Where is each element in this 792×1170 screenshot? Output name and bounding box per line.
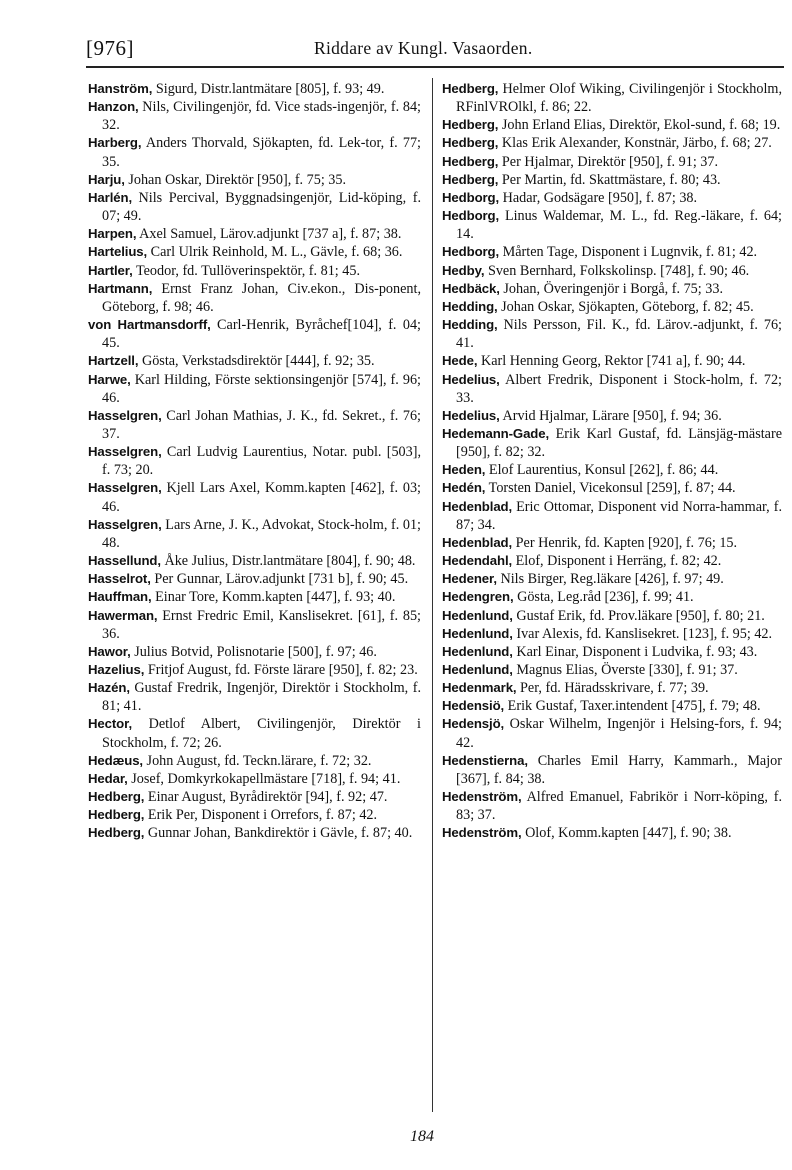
register-entry: [88, 516, 421, 552]
entry-surname: Hede,: [442, 353, 478, 369]
register-entry: [88, 479, 421, 515]
entry-details: Torsten Daniel, Vicekonsul [259], f. 87; 44.: [485, 480, 736, 497]
entry-surname: Hazén,: [88, 680, 130, 696]
register-entry: [442, 679, 782, 697]
entry-details: Karl Henning Georg, Rektor [741 a], f. 90; 44.: [477, 353, 746, 370]
entry-surname: Hedberg,: [88, 825, 145, 841]
register-entry: [442, 243, 782, 261]
entry-surname: Hawerman,: [88, 607, 158, 623]
register-entry: [88, 552, 421, 570]
entry-details: Alfred Emanuel, Fabrikör i Norr-köping, f. 83; 37.: [456, 789, 782, 824]
register-entry: [442, 607, 782, 625]
register-entry: [442, 189, 782, 207]
entry-details: Eric Ottomar, Disponent vid Norra-hammar, f. 87; 34.: [456, 498, 782, 533]
register-entry: [442, 352, 782, 370]
register-entry: [88, 443, 421, 479]
register-entry: [442, 407, 782, 425]
entry-surname: Hasselgren,: [88, 516, 162, 532]
register-entry: [88, 225, 421, 243]
entry-surname: Harlén,: [88, 189, 133, 205]
entry-details: Sigurd, Distr.lantmätare [805], f. 93; 49.: [152, 81, 385, 97]
entry-details: John August, fd. Teckn.lärare, f. 72; 32.: [143, 752, 372, 769]
entry-surname: Hedenlund,: [442, 662, 513, 677]
entry-details: Einar August, Byrådirektör [94], f. 92; 47.: [144, 789, 388, 806]
entry-details: Per, fd. Häradsskrivare, f. 77; 39.: [516, 680, 709, 697]
register-entry: [88, 715, 421, 751]
register-entry: [442, 715, 782, 751]
register-entry: [442, 788, 782, 824]
entry-surname: Hartelius,: [88, 244, 148, 260]
register-entry: [88, 806, 421, 824]
entry-details: Gustaf Fredrik, Ingenjör, Direktör i Stockholm, f. 81; 41.: [102, 680, 421, 715]
register-entry: [88, 643, 421, 661]
register-entry: [88, 98, 421, 134]
entry-details: Magnus Elias, Överste [330], f. 91; 37.: [512, 662, 738, 678]
register-entry: [442, 824, 782, 842]
entry-details: Per Martin, fd. Skattmästare, f. 80; 43.: [498, 171, 721, 188]
entry-details: Karl Einar, Disponent i Ludvika, f. 93; 43.: [512, 643, 758, 660]
register-entry: [442, 479, 782, 497]
register-entry: [442, 171, 782, 189]
register-entry: [88, 661, 421, 679]
entry-surname: Hedenblad,: [442, 498, 513, 514]
entry-surname: Hedenstierna,: [442, 752, 528, 768]
entry-surname: Hedemann-Gade,: [442, 425, 550, 441]
entry-surname: Hasselgren,: [88, 480, 162, 496]
entry-surname: Hartmann,: [88, 280, 153, 296]
register-entry: [88, 588, 421, 606]
register-entry: [88, 80, 421, 98]
entry-surname: Hawor,: [88, 643, 131, 659]
entry-surname: Hedenlund,: [442, 625, 513, 641]
entry-surname: Hassellund,: [88, 553, 161, 569]
entry-details: Ernst Franz Johan, Civ.ekon., Dis-ponent, Göteborg, f. 98; 46.: [102, 280, 421, 315]
register-entry: [442, 534, 782, 552]
entry-details: Linus Waldemar, M. L., fd. Reg.-läkare, f. 64; 14.: [456, 208, 782, 243]
register-entry: [442, 80, 782, 116]
register-entry: [442, 262, 782, 280]
entry-details: Carl Ludvig Laurentius, Notar. publ. [503], f. 73; 20.: [102, 444, 421, 479]
entry-details: Carl Johan Mathias, J. K., fd. Sekret., f. 76; 37.: [102, 407, 421, 442]
entry-surname: Hedæus,: [88, 752, 143, 768]
entry-surname: Hartzell,: [88, 353, 139, 369]
entry-surname: Hedenlund,: [442, 643, 513, 659]
entry-details: Arvid Hjalmar, Lärare [950], f. 94; 36.: [499, 407, 722, 424]
register-entry: [442, 153, 782, 171]
entry-surname: Harwe,: [88, 371, 131, 387]
entry-surname: Hedbäck,: [442, 280, 500, 296]
register-entry: [442, 498, 782, 534]
entry-details: Fritjof August, fd. Förste lärare [950], f. 82; 23.: [144, 662, 418, 678]
entry-details: Hadar, Godsägare [950], f. 87; 38.: [499, 189, 698, 206]
entry-surname: Hedener,: [442, 571, 497, 587]
running-title: Riddare av Kungl. Vasaorden.: [314, 38, 533, 58]
entry-surname: Hartler,: [88, 262, 133, 278]
entry-surname: Hasselrot,: [88, 571, 151, 587]
entry-details: Erik Per, Disponent i Orrefors, f. 87; 42.: [144, 807, 378, 824]
register-entry: [88, 788, 421, 806]
page-folio: 184: [410, 1128, 434, 1145]
entry-surname: Hedborg,: [442, 244, 500, 260]
entry-surname: Hasselgren,: [88, 444, 162, 460]
entry-details: Gustaf Erik, fd. Prov.läkare [950], f. 80; 21.: [512, 607, 765, 624]
entry-details: John Erland Elias, Direktör, Ekol-sund, f. 68; 19.: [498, 117, 781, 134]
entry-surname: Hedding,: [442, 298, 498, 314]
register-entry: [442, 207, 782, 243]
entry-surname: Hedding,: [442, 317, 498, 333]
entry-surname: Hanzon,: [88, 99, 139, 115]
entry-surname: Hedby,: [442, 262, 485, 278]
entry-surname: Hedensjö,: [442, 716, 505, 732]
register-entry: [88, 407, 421, 443]
entry-details: Helmer Olof Wiking, Civilingenjör i Stockholm, RFinlVROlkl, f. 86; 22.: [456, 81, 782, 116]
entry-details: Nils Percival, Byggnadsingenjör, Lid-köping, f. 07; 49.: [102, 189, 421, 225]
entry-surname: Hedenmark,: [442, 680, 517, 696]
entry-surname: Hedenström,: [442, 789, 522, 805]
register-entry: [88, 171, 421, 189]
entry-surname: Hanström,: [88, 81, 153, 96]
entry-surname: Hedelius,: [442, 371, 500, 387]
register-entry: [88, 280, 421, 316]
entry-surname: Hedensiö,: [442, 698, 505, 714]
entry-details: Lars Arne, J. K., Advokat, Stock-holm, f. 01; 48.: [102, 516, 421, 551]
entry-details: Per Hjalmar, Direktör [950], f. 91; 37.: [498, 153, 719, 170]
register-entry: [442, 552, 782, 570]
entry-details: Johan Oskar, Sjökapten, Göteborg, f. 82; 45.: [497, 298, 754, 315]
entry-details: Karl Hilding, Förste sektionsingenjör [574], f. 96; 46.: [102, 371, 421, 406]
entry-details: Einar Tore, Komm.kapten [447], f. 93; 40.: [151, 589, 396, 606]
register-entry: [442, 425, 782, 461]
register-entry: [88, 371, 421, 407]
left-column: [88, 80, 421, 843]
entry-surname: Hedberg,: [442, 81, 499, 96]
register-entry: [442, 371, 782, 407]
page-code: [976]: [86, 36, 134, 60]
register-entry: [442, 461, 782, 479]
entry-details: Gösta, Leg.råd [236], f. 99; 41.: [513, 589, 694, 606]
register-entry: [442, 298, 782, 316]
entry-details: Elof Laurentius, Konsul [262], f. 86; 44.: [485, 462, 719, 479]
entry-details: Per Gunnar, Lärov.adjunkt [731 b], f. 90; 45.: [150, 571, 409, 588]
register-entry: [442, 697, 782, 715]
entry-surname: Harpen,: [88, 226, 137, 242]
entry-surname: Hedberg,: [442, 153, 499, 169]
entry-details: Albert Fredrik, Disponent i Stock-holm, f. 72; 33.: [456, 371, 782, 406]
register-entry: [442, 661, 782, 679]
entry-details: Nils Persson, Fil. K., fd. Lärov.-adjunkt, f. 76; 41.: [456, 317, 782, 352]
entry-details: Kjell Lars Axel, Komm.kapten [462], f. 03; 46.: [102, 480, 421, 515]
entry-details: Axel Samuel, Lärov.adjunkt [737 a], f. 87; 38.: [136, 226, 402, 243]
register-entry: [88, 752, 421, 770]
entry-surname: Hedén,: [442, 480, 486, 496]
register-entry: [442, 280, 782, 298]
register-entry: [88, 570, 421, 588]
entry-surname: Hedenström,: [442, 825, 522, 841]
entry-details: Erik Karl Gustaf, fd. Länsjäg-mästare [950], f. 82; 32.: [456, 425, 782, 461]
entry-surname: Harju,: [88, 171, 125, 187]
page-header: [86, 32, 746, 62]
register-entry: [442, 752, 782, 788]
register-entry: [442, 625, 782, 643]
entry-details: Gunnar Johan, Bankdirektör i Gävle, f. 87; 40.: [144, 825, 413, 842]
entry-surname: Hasselgren,: [88, 407, 162, 423]
entry-surname: Hedelius,: [442, 407, 500, 423]
entry-surname: Hedberg,: [442, 135, 499, 151]
entry-details: Johan, Överingenjör i Borgå, f. 75; 33.: [499, 280, 723, 297]
entry-details: Gösta, Verkstadsdirektör [444], f. 92; 35.: [138, 353, 375, 370]
entry-details: Josef, Domkyrkokapellmästare [718], f. 94; 41.: [127, 770, 401, 787]
register-entry: [442, 134, 782, 152]
register-entry: [442, 570, 782, 588]
entry-details: Carl Ulrik Reinhold, M. L., Gävle, f. 68; 36.: [147, 244, 403, 261]
entry-details: Julius Botvid, Polisnotarie [500], f. 97; 46.: [130, 643, 377, 660]
entry-details: Ivar Alexis, fd. Kanslisekret. [123], f. 95; 42.: [512, 625, 773, 642]
register-entry: [88, 189, 421, 225]
entry-details: Anders Thorvald, Sjökapten, fd. Lek-tor, f. 77; 35.: [102, 135, 421, 170]
column-divider: [432, 78, 433, 1112]
entry-details: Oskar Wilhelm, Ingenjör i Helsing-fors, f. 94; 42.: [456, 716, 782, 751]
entry-details: Per Henrik, fd. Kapten [920], f. 76; 15.: [512, 534, 738, 551]
entry-details: Ernst Fredric Emil, Kanslisekret. [61], f. 85; 36.: [102, 607, 421, 642]
entry-surname: Hauffman,: [88, 589, 152, 605]
entry-details: Elof, Disponent i Herräng, f. 82; 42.: [512, 553, 722, 570]
entry-surname: Heden,: [442, 462, 486, 478]
register-entry: [88, 352, 421, 370]
entry-details: Charles Emil Harry, Kammarh., Major [367], f. 84; 38.: [456, 752, 782, 787]
header-rule: [86, 66, 784, 68]
entry-details: Carl-Henrik, Byråchef[104], f. 04; 45.: [102, 317, 421, 352]
register-entry: [88, 243, 421, 261]
entry-surname: Hedberg,: [442, 117, 499, 133]
register-entry: [442, 316, 782, 352]
entry-details: Nils, Civilingenjör, fd. Vice stads-ingenjör, f. 84; 32.: [102, 99, 421, 134]
entry-surname: Hedberg,: [88, 789, 145, 805]
entry-details: Johan Oskar, Direktör [950], f. 75; 35.: [124, 171, 347, 188]
entry-surname: Hedborg,: [442, 189, 500, 205]
entry-surname: Hector,: [88, 716, 133, 732]
register-entry: [442, 116, 782, 134]
entry-surname: Hedendahl,: [442, 553, 513, 569]
entry-details: Åke Julius, Distr.lantmätare [804], f. 90; 48.: [160, 553, 416, 570]
entry-surname: Hedar,: [88, 770, 128, 786]
entry-details: Detlof Albert, Civilingenjör, Direktör i Stockholm, f. 72; 26.: [102, 716, 421, 751]
register-entry: [88, 262, 421, 280]
register-entry: [88, 679, 421, 715]
entry-details: Mårten Tage, Disponent i Lugnvik, f. 81; 42.: [499, 244, 758, 261]
register-entry: [88, 607, 421, 643]
entry-details: Sven Bernhard, Folkskolinsp. [748], f. 90; 46.: [484, 262, 750, 279]
right-column: [442, 80, 782, 843]
register-entry: [88, 134, 421, 170]
register-entry: [88, 770, 421, 788]
entry-details: Olof, Komm.kapten [447], f. 90; 38.: [521, 825, 732, 842]
entry-surname: Hedborg,: [442, 208, 500, 224]
entry-surname: Hedengren,: [442, 589, 514, 605]
entry-details: Klas Erik Alexander, Konstnär, Järbo, f. 68; 27.: [498, 135, 772, 152]
entry-surname: Hedberg,: [88, 807, 145, 823]
register-entry: [442, 643, 782, 661]
entry-details: Erik Gustaf, Taxer.intendent [475], f. 79; 48.: [504, 698, 761, 715]
entry-details: Teodor, fd. Tullöverinspektör, f. 81; 45.: [132, 262, 361, 279]
register-entry: [88, 824, 421, 842]
register-entry: [88, 316, 421, 352]
entry-surname: von Hartmansdorff,: [88, 317, 211, 333]
entry-surname: Hedenlund,: [442, 607, 513, 623]
entry-surname: Hedenblad,: [442, 534, 513, 550]
entry-details: Nils Birger, Reg.läkare [426], f. 97; 49.: [496, 571, 724, 588]
entry-surname: Hedberg,: [442, 171, 499, 187]
register-entry: [442, 588, 782, 606]
entry-surname: Hazelius,: [88, 662, 145, 677]
entry-surname: Harberg,: [88, 135, 142, 151]
